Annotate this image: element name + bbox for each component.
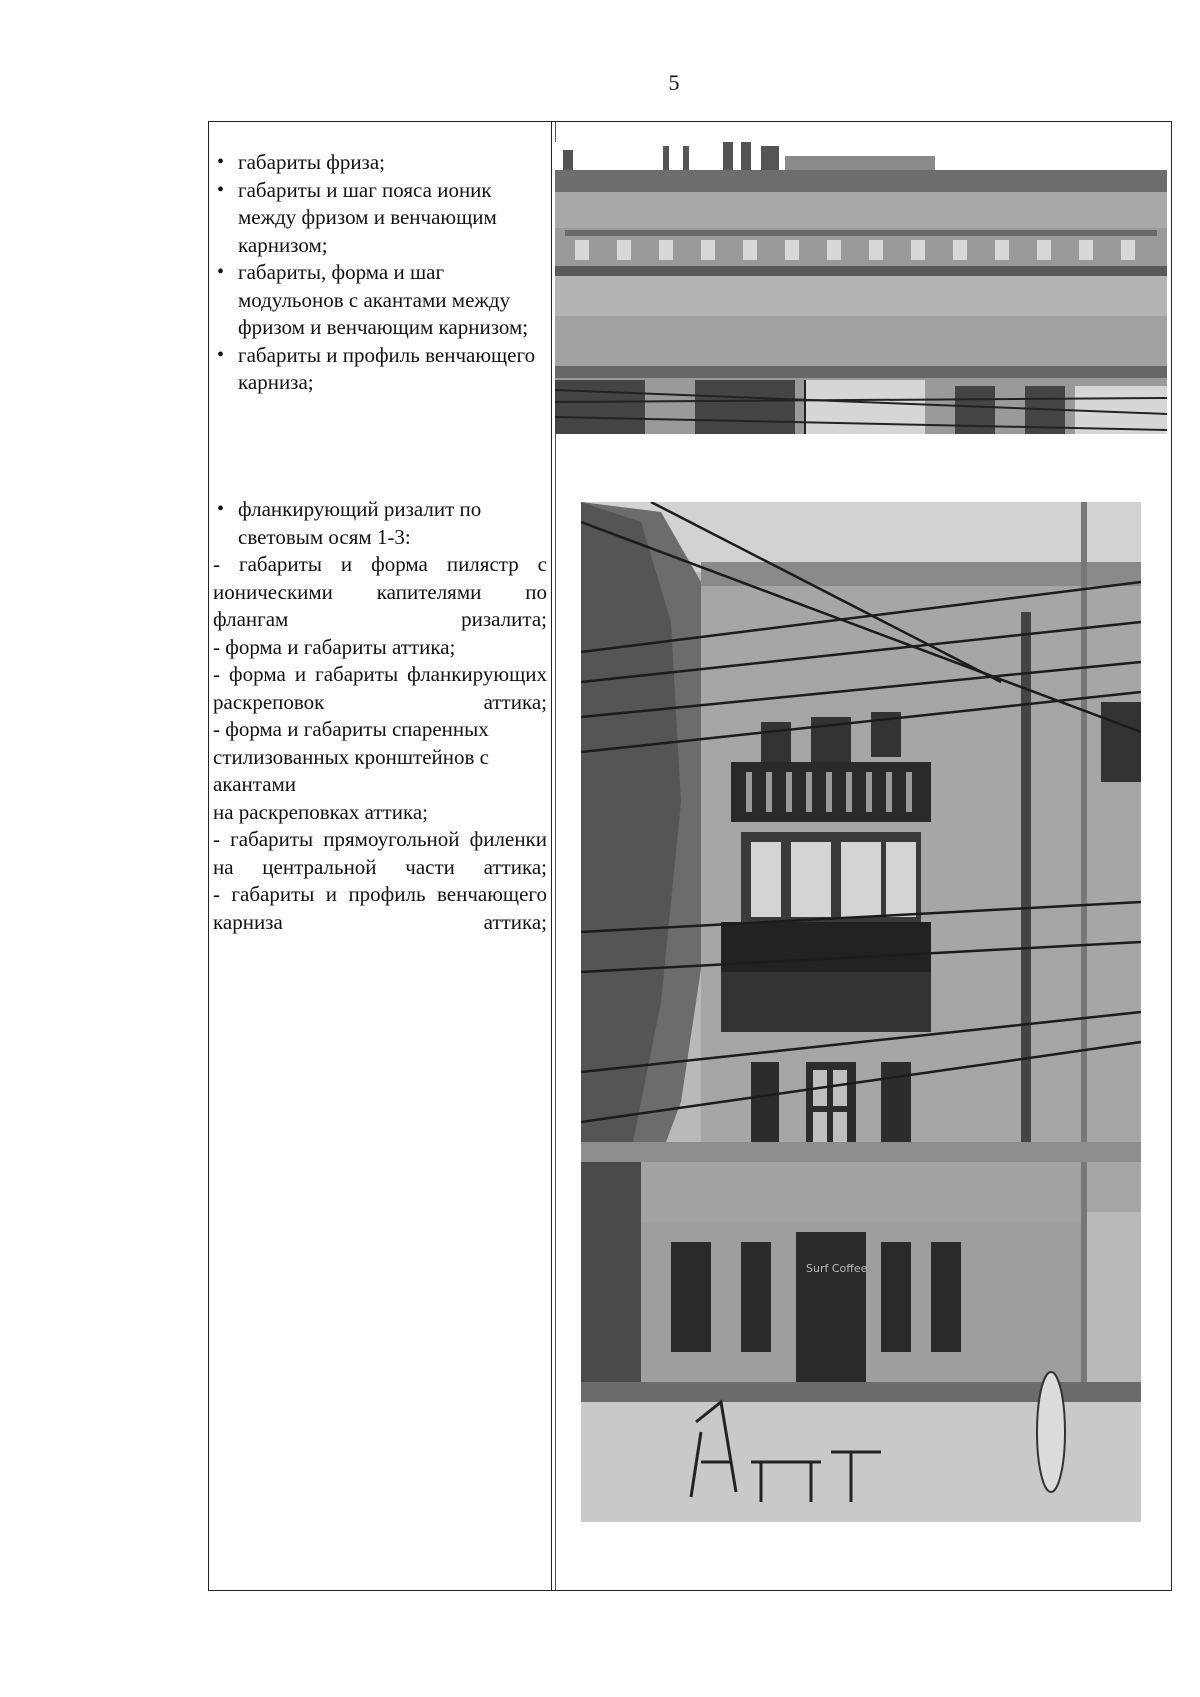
- risalit-line: - форма и габариты спаренных стилизованных кронштейнов с акантами: [213, 717, 489, 796]
- risalit-line: - габариты и профиль венчающего карниза аттика;: [213, 882, 547, 934]
- list-item: • габариты и шаг пояса ионик между фризом и венчающим карнизом;: [213, 177, 547, 260]
- page-number: 5: [668, 70, 680, 95]
- text-block-risalit: [213, 496, 547, 936]
- list-item: • габариты и профиль венчающего карниза;: [213, 342, 547, 397]
- risalit-lines: [213, 551, 547, 936]
- risalit-line: - форма и габариты аттика;: [213, 634, 456, 659]
- risalit-line: - габариты прямоугольной филенки на центральной части аттика;: [213, 827, 547, 879]
- cafe-sign: Surf Coffee: [806, 1262, 868, 1275]
- bullet-list-risalit: [213, 496, 547, 551]
- list-item: • габариты фриза;: [213, 149, 547, 177]
- photo-cornice: [555, 142, 1167, 434]
- bullet-list-cornice: [213, 149, 547, 397]
- text-block-cornice: [213, 149, 547, 397]
- photo-facade: [581, 502, 1141, 1522]
- risalit-line: на раскреповках аттика;: [213, 799, 428, 824]
- list-item: • габариты, форма и шаг модульонов с акантами между фризом и венчающим карнизом;: [213, 259, 547, 342]
- risalit-line: - форма и габариты фланкирующих раскреповок аттика;: [213, 662, 547, 714]
- facade-photo-image: [581, 502, 1141, 1522]
- risalit-line: - габариты и форма пилястр с ионическими капителями по флангам ризалита;: [213, 552, 547, 631]
- risalit-heading: • фланкирующий ризалит по световым осям 1-3:: [213, 496, 547, 551]
- column-divider: [551, 122, 552, 1590]
- cornice-photo-image: [555, 142, 1167, 434]
- document-table: [208, 121, 1172, 1591]
